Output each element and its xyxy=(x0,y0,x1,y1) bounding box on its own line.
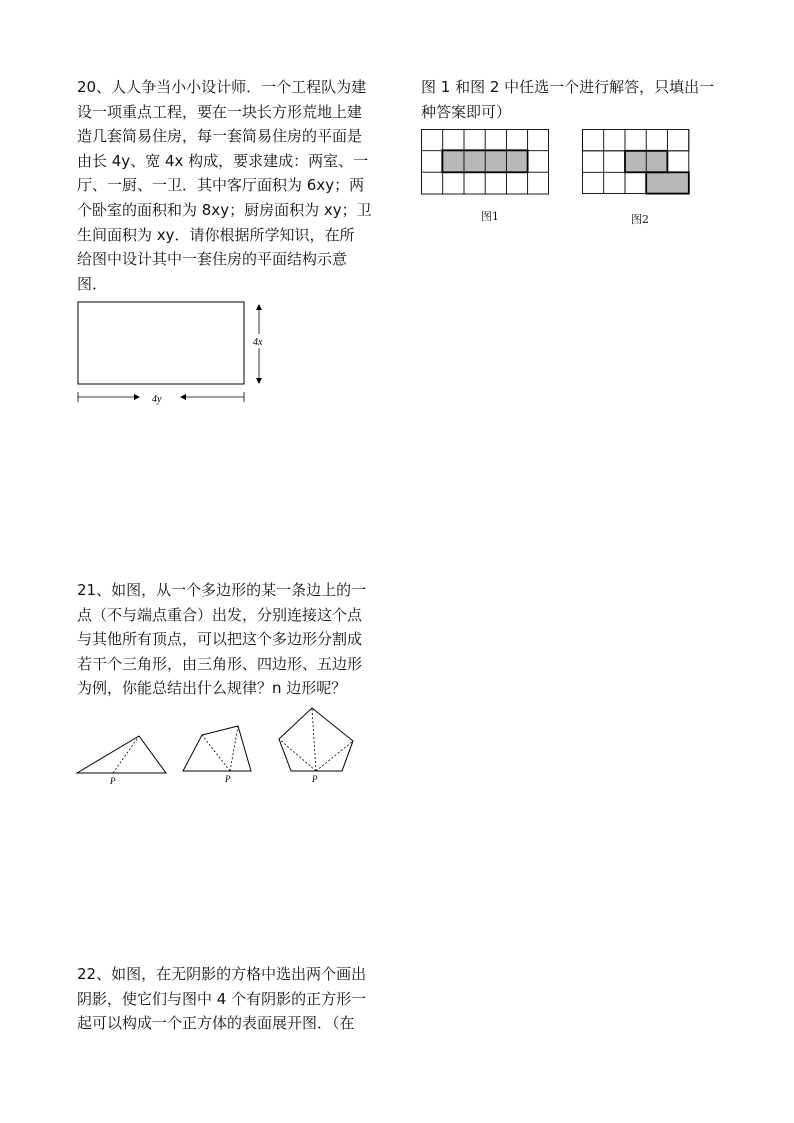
text-line: 22、如图，在无阴影的方格中选出两个画出 xyxy=(77,965,367,983)
figure-2-label: 图2 xyxy=(631,213,649,226)
text-line: 为例，你能总结出什么规律？n 边形呢？ xyxy=(77,679,347,698)
text-line: 21、如图，从一个多边形的某一条边上的一 xyxy=(77,581,367,599)
text-line: 与其他所有顶点，可以把这个多边形分割成 xyxy=(77,630,363,649)
text-line: 设一项重点工程，要在一块长方形荒地上建 xyxy=(77,102,363,121)
text-line: 生间面积为 xy．请你根据所学知识，在所 xyxy=(77,225,355,244)
text-line: 图 1 和图 2 中任选一个进行解答，只填出一 xyxy=(421,78,715,96)
question-20 xyxy=(77,75,377,296)
text-line: 点（不与端点重合）出发，分别连接这个点 xyxy=(77,605,363,624)
width-label: 4y xyxy=(152,394,162,405)
plot-rectangle xyxy=(78,302,244,384)
text-line: 起可以构成一个正方体的表面展开图．（在 xyxy=(77,1014,355,1033)
question-22 xyxy=(77,962,377,1036)
arrow-left-icon xyxy=(180,394,186,400)
question-21 xyxy=(77,578,377,701)
question-22-text xyxy=(77,962,377,1036)
point-p-label: P xyxy=(110,776,116,786)
question-20-text xyxy=(77,75,377,296)
text-line: 给图中设计其中一套住房的平面结构示意 xyxy=(77,250,348,269)
text-line: 种答案即可） xyxy=(421,102,512,121)
figure-1-grid xyxy=(421,129,551,196)
polygon-division-figure xyxy=(72,700,372,790)
point-p-label: P xyxy=(312,774,318,784)
house-plan-rectangle-figure xyxy=(70,296,270,408)
text-line: 图． xyxy=(77,274,108,293)
text-line: 个卧室的面积和为 8xy；厨房面积为 xy；卫 xyxy=(77,200,372,219)
arrow-down-icon xyxy=(256,378,262,384)
triangle-shape xyxy=(77,736,166,786)
figure-1-label: 图1 xyxy=(481,210,499,223)
arrow-right-icon xyxy=(134,394,140,400)
text-line: 若干个三角形，由三角形、四边形、五边形 xyxy=(77,654,363,673)
text-line: 20、人人争当小小设计师．一个工程队为建 xyxy=(77,78,367,96)
text-line: 由长 4y、宽 4x 构成，要求建成：两室、一 xyxy=(77,151,369,170)
arrow-up-icon xyxy=(256,304,262,310)
pentagon-shape xyxy=(279,708,353,784)
question-21-text xyxy=(77,578,377,701)
quadrilateral-shape xyxy=(183,726,251,784)
height-label: 4x xyxy=(253,337,263,348)
shaded-square xyxy=(646,172,689,193)
point-p-label: P xyxy=(225,774,231,784)
text-line: 造几套简易住房，每一套简易住房的平面是 xyxy=(77,127,363,146)
question-22-continuation-text xyxy=(421,75,731,124)
text-line: 阴影，使它们与图中 4 个有阴影的正方形一 xyxy=(77,989,367,1008)
figure-2-grid xyxy=(582,129,694,199)
question-22-continuation xyxy=(421,75,731,124)
text-line: 厅、一厨、一卫．其中客厅面积为 6xy；两 xyxy=(77,176,365,195)
